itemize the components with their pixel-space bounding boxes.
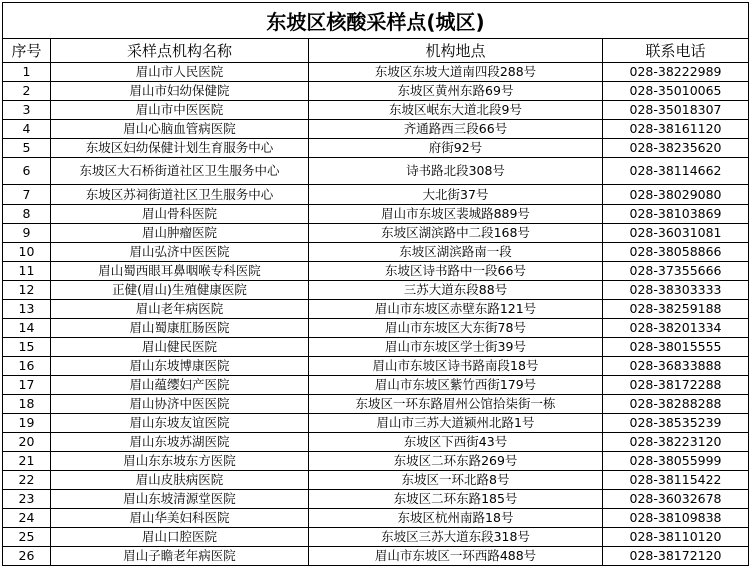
table-row xyxy=(3,395,749,414)
contact-phone: 028-38235620 xyxy=(603,139,749,158)
table-row xyxy=(3,243,749,262)
contact-phone: 028-38114662 xyxy=(603,158,749,185)
table-row xyxy=(3,262,749,281)
table-row xyxy=(3,471,749,490)
row-number: 9 xyxy=(3,224,51,243)
institution-name: 眉山东坡清源堂医院 xyxy=(51,490,309,509)
contact-phone: 028-38288288 xyxy=(603,395,749,414)
institution-address: 齐通路西三段66号 xyxy=(309,120,603,139)
table-row xyxy=(3,101,749,120)
institution-address: 诗书路北段308号 xyxy=(309,158,603,185)
contact-phone: 028-38535239 xyxy=(603,414,749,433)
institution-address: 眉山市三苏大道颍州北路1号 xyxy=(309,414,603,433)
institution-address: 东坡区二环东路269号 xyxy=(309,452,603,471)
table-row xyxy=(3,63,749,82)
institution-address: 东坡区湖滨路南一段 xyxy=(309,243,603,262)
contact-phone: 028-38303333 xyxy=(603,281,749,300)
contact-phone: 028-38223120 xyxy=(603,433,749,452)
institution-name: 眉山东坡博康医院 xyxy=(51,357,309,376)
sheet-title: 东坡区核酸采样点(城区) xyxy=(3,3,749,39)
row-number: 11 xyxy=(3,262,51,281)
institution-name: 眉山子瞻老年病医院 xyxy=(51,547,309,566)
row-number: 17 xyxy=(3,376,51,395)
row-number: 22 xyxy=(3,471,51,490)
table-row xyxy=(3,338,749,357)
table-row xyxy=(3,158,749,185)
row-number: 19 xyxy=(3,414,51,433)
table-row xyxy=(3,300,749,319)
institution-address: 东坡区杭州南路18号 xyxy=(309,509,603,528)
row-number: 15 xyxy=(3,338,51,357)
institution-address: 眉山市东坡区赤壁东路121号 xyxy=(309,300,603,319)
table-row xyxy=(3,205,749,224)
row-number: 20 xyxy=(3,433,51,452)
contact-phone: 028-38110120 xyxy=(603,528,749,547)
row-number: 4 xyxy=(3,120,51,139)
row-number: 12 xyxy=(3,281,51,300)
institution-address: 三苏大道东段88号 xyxy=(309,281,603,300)
institution-name: 眉山东坡友谊医院 xyxy=(51,414,309,433)
header-phone: 联系电话 xyxy=(603,39,749,63)
institution-name: 眉山健民医院 xyxy=(51,338,309,357)
institution-name: 眉山蜀西眼耳鼻咽喉专科医院 xyxy=(51,262,309,281)
contact-phone: 028-38109838 xyxy=(603,509,749,528)
institution-address: 眉山市东坡区紫竹西街179号 xyxy=(309,376,603,395)
table-row xyxy=(3,82,749,101)
institution-name: 眉山口腔医院 xyxy=(51,528,309,547)
contact-phone: 028-35018307 xyxy=(603,101,749,120)
table-row xyxy=(3,433,749,452)
contact-phone: 028-35010065 xyxy=(603,82,749,101)
header-row xyxy=(3,39,749,63)
institution-address: 东坡区黄州东路69号 xyxy=(309,82,603,101)
table-row xyxy=(3,452,749,471)
institution-name: 眉山骨科医院 xyxy=(51,205,309,224)
institution-name: 眉山市妇幼保健院 xyxy=(51,82,309,101)
row-number: 13 xyxy=(3,300,51,319)
institution-address: 东坡区一环北路8号 xyxy=(309,471,603,490)
institution-address: 眉山市东坡区学士街39号 xyxy=(309,338,603,357)
contact-phone: 028-37355666 xyxy=(603,262,749,281)
institution-address: 东坡区诗书路中一段66号 xyxy=(309,262,603,281)
contact-phone: 028-38115422 xyxy=(603,471,749,490)
table-row xyxy=(3,224,749,243)
institution-name: 眉山心脑血管病医院 xyxy=(51,120,309,139)
row-number: 24 xyxy=(3,509,51,528)
contact-phone: 028-38103869 xyxy=(603,205,749,224)
institution-address: 东坡区二环东路185号 xyxy=(309,490,603,509)
row-number: 16 xyxy=(3,357,51,376)
institution-name: 眉山蕴缨妇产医院 xyxy=(51,376,309,395)
contact-phone: 028-36833888 xyxy=(603,357,749,376)
sampling-sites-table xyxy=(2,2,749,566)
contact-phone: 028-36032678 xyxy=(603,490,749,509)
row-number: 26 xyxy=(3,547,51,566)
row-number: 25 xyxy=(3,528,51,547)
institution-address: 东坡区下西街43号 xyxy=(309,433,603,452)
institution-address: 东坡区一环东路眉州公馆拾柒街一栋 xyxy=(309,395,603,414)
institution-name: 东坡区苏祠街道社区卫生服务中心 xyxy=(51,185,309,205)
header-address: 机构地点 xyxy=(309,39,603,63)
institution-name: 东坡区大石桥街道社区卫生服务中心 xyxy=(51,158,309,185)
table-row xyxy=(3,185,749,205)
table-row xyxy=(3,120,749,139)
row-number: 21 xyxy=(3,452,51,471)
header-institution-name: 采样点机构名称 xyxy=(51,39,309,63)
row-number: 6 xyxy=(3,158,51,185)
institution-name: 眉山华美妇科医院 xyxy=(51,509,309,528)
table-row xyxy=(3,528,749,547)
row-number: 23 xyxy=(3,490,51,509)
table-row xyxy=(3,357,749,376)
contact-phone: 028-38172288 xyxy=(603,376,749,395)
institution-name: 眉山皮肤病医院 xyxy=(51,471,309,490)
table-row xyxy=(3,281,749,300)
institution-name: 眉山肿瘤医院 xyxy=(51,224,309,243)
table-row xyxy=(3,376,749,395)
row-number: 8 xyxy=(3,205,51,224)
institution-address: 眉山市东坡区一环西路488号 xyxy=(309,547,603,566)
row-number: 7 xyxy=(3,185,51,205)
institution-address: 眉山市东坡区大东街78号 xyxy=(309,319,603,338)
contact-phone: 028-36031081 xyxy=(603,224,749,243)
institution-name: 眉山老年病医院 xyxy=(51,300,309,319)
title-row xyxy=(3,3,749,39)
institution-name: 眉山东东坡东方医院 xyxy=(51,452,309,471)
contact-phone: 028-38259188 xyxy=(603,300,749,319)
institution-address: 东坡区三苏大道东段318号 xyxy=(309,528,603,547)
contact-phone: 028-38161120 xyxy=(603,120,749,139)
contact-phone: 028-38055999 xyxy=(603,452,749,471)
institution-name: 眉山市中医医院 xyxy=(51,101,309,120)
institution-address: 府街92号 xyxy=(309,139,603,158)
institution-address: 眉山市东坡区诗书路南段18号 xyxy=(309,357,603,376)
contact-phone: 028-38029080 xyxy=(603,185,749,205)
institution-name: 眉山蜀康肛肠医院 xyxy=(51,319,309,338)
institution-address: 东坡区东坡大道南四段288号 xyxy=(309,63,603,82)
row-number: 5 xyxy=(3,139,51,158)
institution-name: 东坡区妇幼保健计划生育服务中心 xyxy=(51,139,309,158)
row-number: 14 xyxy=(3,319,51,338)
institution-address: 大北街37号 xyxy=(309,185,603,205)
contact-phone: 028-38058866 xyxy=(603,243,749,262)
contact-phone: 028-38015555 xyxy=(603,338,749,357)
row-number: 2 xyxy=(3,82,51,101)
institution-name: 眉山市人民医院 xyxy=(51,63,309,82)
institution-name: 眉山弘济中医医院 xyxy=(51,243,309,262)
table-row xyxy=(3,509,749,528)
contact-phone: 028-38201334 xyxy=(603,319,749,338)
table-row xyxy=(3,139,749,158)
institution-address: 东坡区湖滨路中二段168号 xyxy=(309,224,603,243)
row-number: 10 xyxy=(3,243,51,262)
table-row xyxy=(3,490,749,509)
header-number: 序号 xyxy=(3,39,51,63)
row-number: 1 xyxy=(3,63,51,82)
institution-address: 眉山市东坡区裴城路889号 xyxy=(309,205,603,224)
institution-name: 眉山东坡苏湖医院 xyxy=(51,433,309,452)
contact-phone: 028-38172120 xyxy=(603,547,749,566)
table-row xyxy=(3,319,749,338)
institution-name: 眉山协济中医医院 xyxy=(51,395,309,414)
row-number: 3 xyxy=(3,101,51,120)
institution-name: 正健(眉山)生殖健康医院 xyxy=(51,281,309,300)
contact-phone: 028-38222989 xyxy=(603,63,749,82)
table-row xyxy=(3,414,749,433)
table-row xyxy=(3,547,749,566)
institution-address: 东坡区岷东大道北段9号 xyxy=(309,101,603,120)
row-number: 18 xyxy=(3,395,51,414)
